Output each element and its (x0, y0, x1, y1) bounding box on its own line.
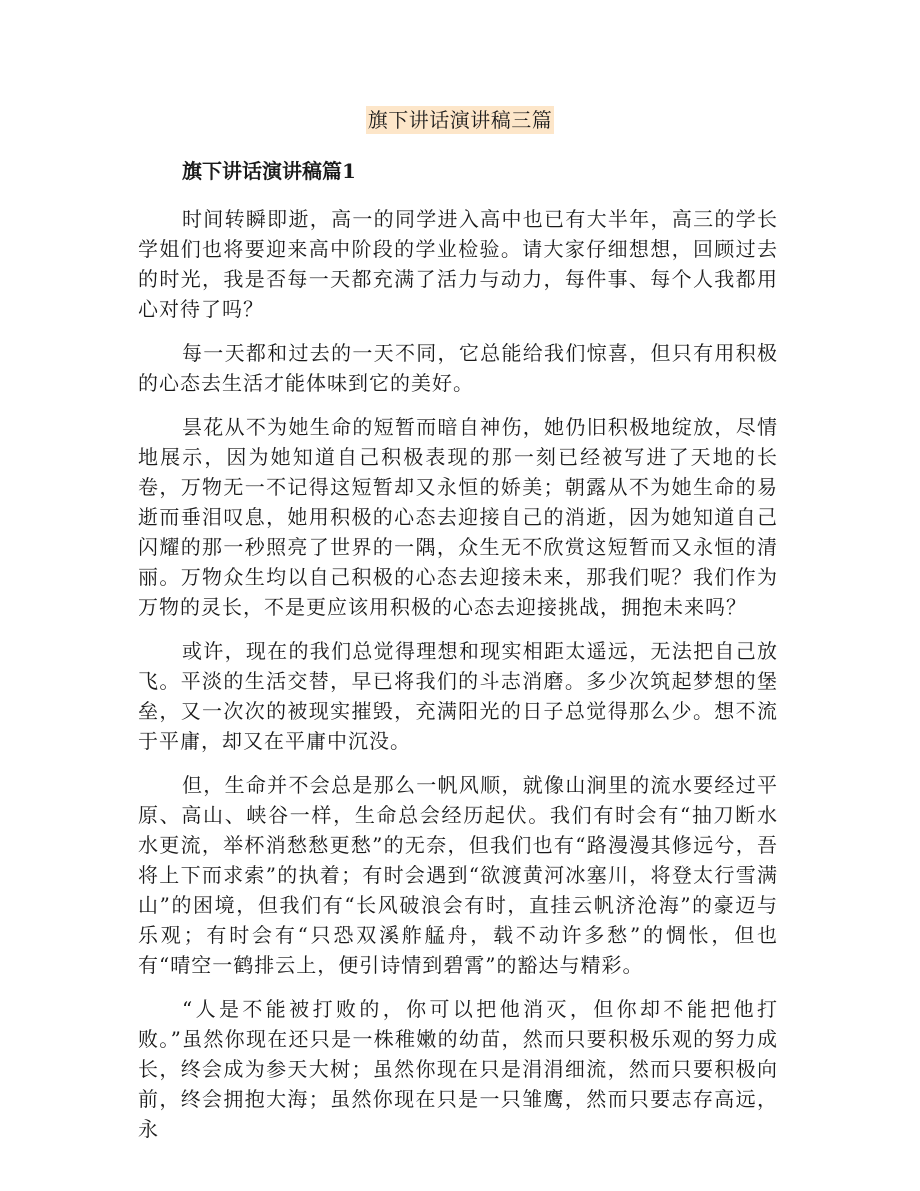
paragraph-1: 时间转瞬即逝，高一的同学进入高中也已有大半年，高三的学长学姐们也将要迎来高中阶段的学业检验。请大家仔细想想，回顾过去的时光，我是否每一天都充满了活力与动力，每件事、每个人我都用心对待了吗？ (138, 207, 778, 321)
paragraph-3: 昙花从不为她生命的短暂而暗自神伤，她仍旧积极地绽放，尽情地展示，因为她知道自己积极表现的那一刻已经被写进了天地的长卷，万物无一不记得这短暂却又永恒的娇美；朝露从不为她生命的易逝而垂泪叹息，她用积极的心态去迎接自己的消逝，因为她知道自己闪耀的那一秒照亮了世界的一隅，众生无不欣赏这短暂而又永恒的清丽。万物众生均以自己积极的心态去迎接未来，那我们呢？我们作为万物的灵长，不是更应该用积极的心态去迎接挑战，拥抱未来吗？ (138, 415, 778, 619)
title-container (0, 106, 920, 134)
paragraph-2: 每一天都和过去的一天不同，它总能给我们惊喜，但只有用积极的心态去生活才能体味到它的美好。 (138, 341, 778, 395)
document-body (138, 154, 778, 1158)
paragraph-6: “人是不能被打败的，你可以把他消灭，但你却不能把他打败。”虽然你现在还只是一株稚嫩的幼苗，然而只要积极乐观的努力成长，终会成为参天大树；虽然你现在只是涓涓细流，然而只要积极向前，终会拥抱大海；虽然你现在只是一只雏鹰，然而只要志存高远，永 (138, 997, 778, 1141)
paragraph-4: 或许，现在的我们总觉得理想和现实相距太遥远，无法把自己放飞。平淡的生活交替，早已将我们的斗志消磨。多少次筑起梦想的堡垒，又一次次的被现实摧毁，充满阳光的日子总觉得那么少。想不流于平庸，却又在平庸中沉没。 (138, 639, 778, 753)
document-title: 旗下讲话演讲稿三篇 (367, 108, 553, 132)
section-heading: 旗下讲话演讲稿篇1 (182, 159, 356, 183)
paragraph-5: 但，生命并不会总是那么一帆风顺，就像山涧里的流水要经过平原、高山、峡谷一样，生命总会经历起伏。我们有时会有“抽刀断水水更流，举杯消愁愁更愁”的无奈，但我们也有“路漫漫其修远兮，吾将上下而求索”的执着；有时会遇到“欲渡黄河冰塞川，将登太行雪满山”的困境，但我们有“长风破浪会有时，直挂云帆济沧海”的豪迈与乐观；有时会有“只恐双溪舴艋舟，载不动许多愁”的惆怅，但也有“晴空一鹤排云上，便引诗情到碧霄”的豁达与精彩。 (138, 773, 778, 977)
